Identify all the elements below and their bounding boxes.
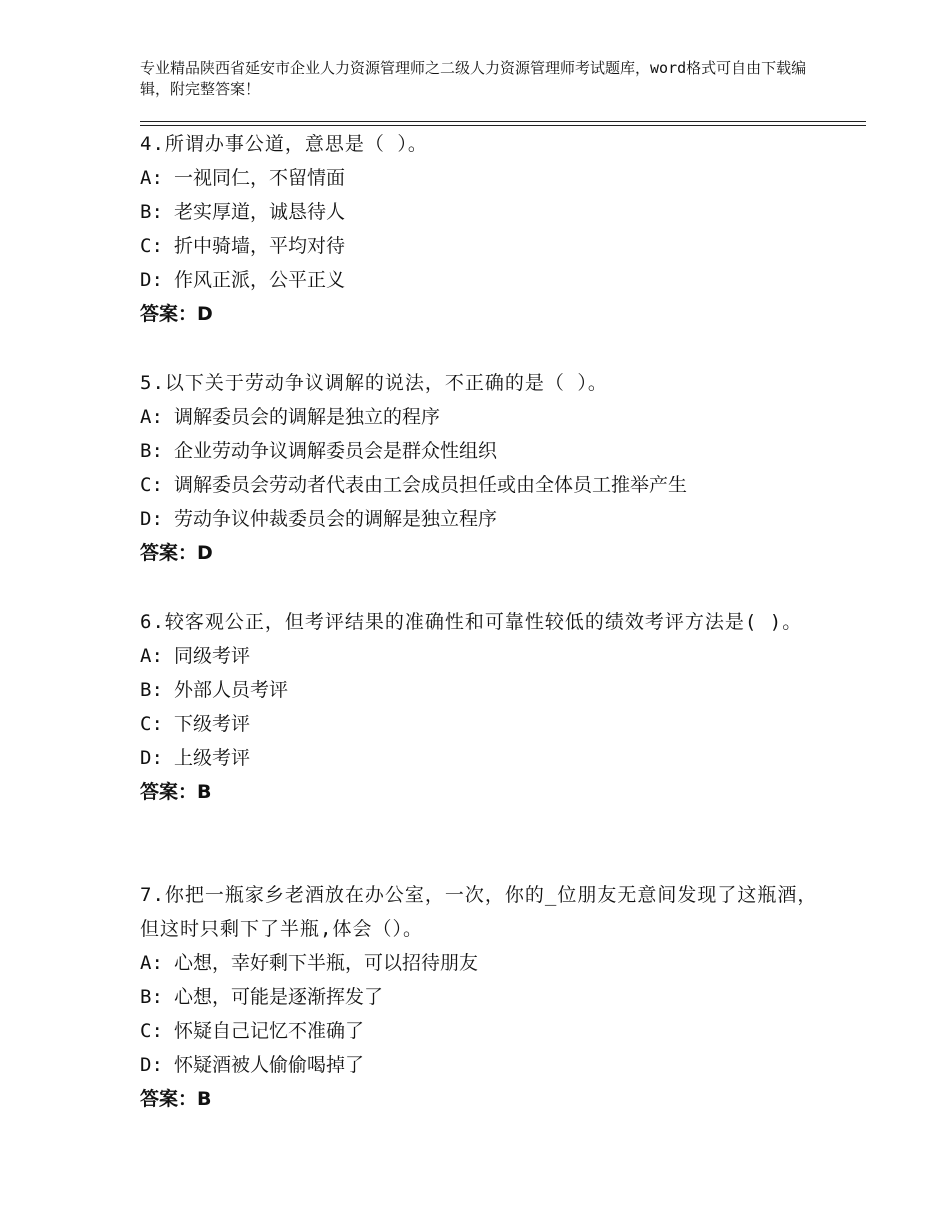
option-text: 下级考评	[174, 713, 251, 735]
option-a	[140, 946, 820, 980]
answer: 答案：D	[140, 542, 213, 564]
option-d	[140, 1048, 820, 1082]
option-text: 折中骑墙，平均对待	[174, 235, 346, 257]
option-c	[140, 1014, 820, 1048]
option-text: 劳动争议仲裁委员会的调解是独立程序	[174, 508, 498, 530]
option-d	[140, 263, 820, 297]
option-text: 一视同仁，不留情面	[174, 167, 346, 189]
question-5	[140, 366, 820, 570]
option-a	[140, 161, 820, 195]
option-text: 同级考评	[174, 645, 251, 667]
option-a	[140, 639, 820, 673]
answer: 答案：D	[140, 303, 213, 325]
option-key: C:	[140, 474, 163, 496]
option-key: B:	[140, 440, 163, 462]
question-7	[140, 878, 820, 1116]
option-c	[140, 468, 820, 502]
option-key: B:	[140, 986, 163, 1008]
option-b	[140, 434, 820, 468]
option-text: 作风正派，公平正义	[174, 269, 346, 291]
option-key: C:	[140, 713, 163, 735]
option-c	[140, 707, 820, 741]
option-b	[140, 195, 820, 229]
option-key: A:	[140, 406, 163, 428]
option-b	[140, 673, 820, 707]
option-text: 老实厚道，诚恳待人	[174, 201, 346, 223]
option-key: A:	[140, 645, 163, 667]
option-text: 怀疑酒被人偷偷喝掉了	[174, 1054, 365, 1076]
question-6	[140, 605, 820, 809]
option-a	[140, 400, 820, 434]
option-key: C:	[140, 235, 163, 257]
option-text: 调解委员会的调解是独立的程序	[174, 406, 441, 428]
option-key: D:	[140, 508, 163, 530]
option-d	[140, 741, 820, 775]
option-text: 企业劳动争议调解委员会是群众性组织	[174, 440, 498, 462]
option-key: D:	[140, 269, 163, 291]
option-key: A:	[140, 167, 163, 189]
option-key: C:	[140, 1020, 163, 1042]
option-text: 心想，幸好剩下半瓶，可以招待朋友	[174, 952, 479, 974]
option-text: 调解委员会劳动者代表由工会成员担任或由全体员工推举产生	[174, 474, 688, 496]
option-text: 心想，可能是逐渐挥发了	[174, 986, 384, 1008]
question-stem: 6.较客观公正，但考评结果的准确性和可靠性较低的绩效考评方法是( )。	[140, 611, 803, 633]
option-d	[140, 502, 820, 536]
question-stem: 5.以下关于劳动争议调解的说法，不正确的是（ ）。	[140, 372, 608, 394]
option-text: 怀疑自己记忆不准确了	[174, 1020, 365, 1042]
option-text: 外部人员考评	[174, 679, 289, 701]
option-key: B:	[140, 679, 163, 701]
answer: 答案：B	[140, 1088, 212, 1110]
option-b	[140, 980, 820, 1014]
option-text: 上级考评	[174, 747, 251, 769]
question-4	[140, 127, 820, 331]
option-key: D:	[140, 747, 163, 769]
option-key: A:	[140, 952, 163, 974]
option-key: D:	[140, 1054, 163, 1076]
answer: 答案：B	[140, 781, 212, 803]
header-rule-bottom	[140, 125, 866, 126]
option-c	[140, 229, 820, 263]
question-stem: 7.你把一瓶家乡老酒放在办公室，一次，你的_位朋友无意间发现了这瓶酒，但这时只剩下了半瓶,体会（）。	[140, 884, 818, 940]
question-stem: 4.所谓办事公道，意思是（ ）。	[140, 133, 428, 155]
option-key: B:	[140, 201, 163, 223]
header-rule-top	[140, 121, 866, 122]
document-header: 专业精品陕西省延安市企业人力资源管理师之二级人力资源管理师考试题库，word格式可自由下载编辑，附完整答案！	[140, 59, 807, 98]
